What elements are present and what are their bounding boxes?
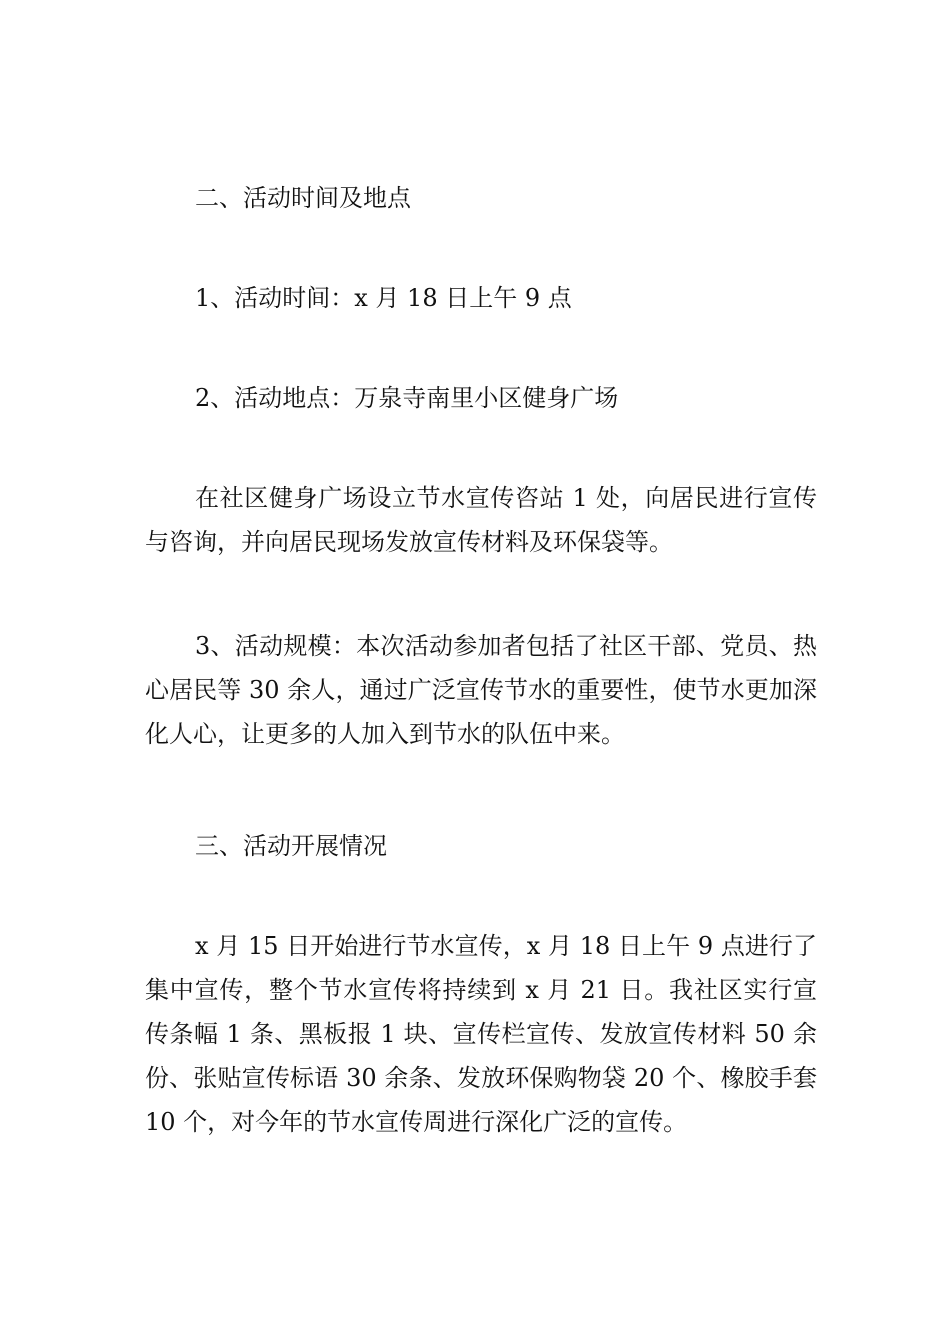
activity-progress-paragraph: x 月 15 日开始进行节水宣传，x 月 18 日上午 9 点进行了集中宣传，整个节水宣传将持续到 x 月 21 日。我社区实行宣传条幅 1 条、黑板报 1 块、宣传栏宣传、发放宣传材料 50 余份、张贴宣传标语 30 余条、发放环保购物袋 20 个、橡胶手套 10 个，对今年的节水宣传周进行深化广泛的宣传。: [145, 932, 817, 1136]
activity-scale-paragraph: 3、活动规模：本次活动参加者包括了社区干部、党员、热心居民等 30 余人，通过广泛宣传节水的重要性，使节水更加深化人心，让更多的人加入到节水的队伍中来。: [145, 632, 817, 748]
activity-time-line: 1、活动时间：x 月 18 日上午 9 点: [195, 284, 572, 312]
consultation-station-paragraph: 在社区健身广场设立节水宣传咨站 1 处，向居民进行宣传与咨询，并向居民现场发放宣传材料及环保袋等。: [145, 484, 817, 556]
section-heading-progress: 三、活动开展情况: [195, 832, 387, 860]
section-heading-time-place: 二、活动时间及地点: [195, 184, 411, 212]
activity-location-line: 2、活动地点：万泉寺南里小区健身广场: [195, 384, 619, 412]
